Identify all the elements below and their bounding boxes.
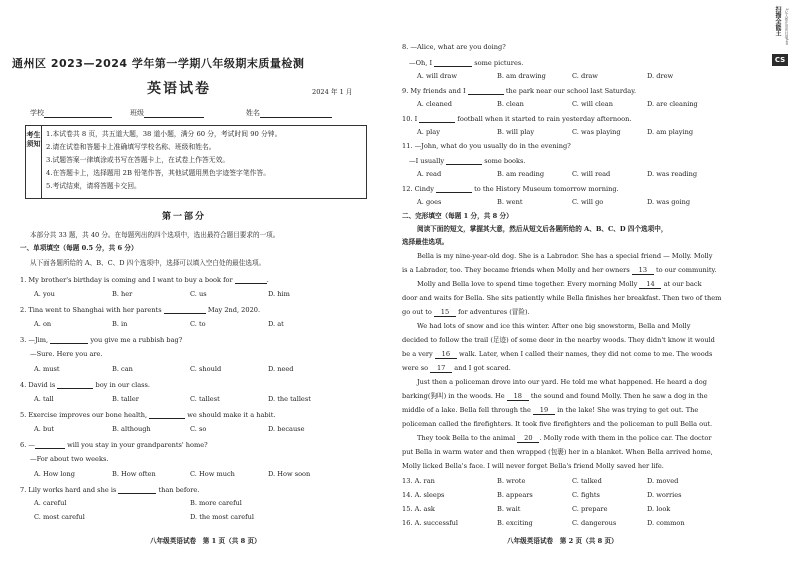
cloze-option: B. wait [497,505,521,513]
option: C. most careful [34,513,85,521]
cloze-option: D. look [647,505,671,513]
option: D. the most careful [190,513,254,521]
option: C. us [190,290,207,298]
school-blank [44,109,112,118]
option: C. draw [572,72,598,80]
section2-instruction-cont: 选择最佳选项。 [402,238,449,246]
option: A. How long [34,470,75,478]
cloze-option: C. prepare [572,505,608,513]
part-description: 本部分共 33 题，共 40 分。在每题列出的四个选项中，选出最符合题目要求的一项。 [30,231,280,239]
scanner-tagline: 3亿人都在用的扫描App [785,8,789,46]
name-field: 姓名 [246,109,332,118]
cloze-option: B. wrote [497,477,526,485]
notice-item: 5.考试结束，请将答题卡交回。 [46,182,141,190]
option: B. taller [112,395,139,403]
passage-line: put Bella in warm water and then wrapped (包裹) her in a blanket. When Bella arrived home, [402,448,713,456]
cloze-option: B. exciting [497,519,533,527]
question-11: 11. —John, what do you usually do in the evening? [402,142,571,150]
question-5: 5. Exercise improves our bone health, we should make it a habit. [20,411,276,419]
cloze-option: D. moved [647,477,679,485]
blank-13: 13 [632,266,654,275]
question-2: 2. Tina went to Shanghai with her parents May 2nd, 2020. [20,306,261,314]
option: D. are cleaning [647,100,698,108]
notice-item: 1.本试卷共 8 页，共五道大题，38 道小题，满分 60 分，考试时间 90 分钟。 [46,130,282,138]
passage-line: be a very 16 walk. Later, when I called their names, they did not come to me. The woods [402,350,713,358]
option: B. clean [497,100,524,108]
question-11-line2: —I usually some books. [409,157,526,165]
cloze-option: 14. A. sleeps [402,491,445,499]
option: A. tall [34,395,54,403]
option: D. drew [647,72,674,80]
option: A. cleaned [417,100,452,108]
notice-item: 3.试题答案一律填涂或书写在答题卡上，在试卷上作答无效。 [46,156,230,164]
cloze-option: C. fights [572,491,600,499]
class-blank [144,109,204,118]
scanner-watermark [772,6,790,86]
option: B. will play [497,128,535,136]
option: C. was playing [572,128,621,136]
option: A. but [34,425,55,433]
option: C. will clean [572,100,613,108]
cloze-option: C. talked [572,477,602,485]
question-6-line2: —For about two weeks. [30,455,109,463]
passage-line: They took Bella to the animal 20 . Molly rode with them in the police car. The doctor [417,434,712,442]
passage-line: middle of a lake. Bella fell through the 19 in the lake! She was trying to get out. The [402,406,699,414]
question-8: 8. —Alice, what are you doing? [402,43,506,51]
passage-line: Molly and Bella love to spend time together. Every morning Molly 14 at our back [417,280,702,288]
passage-line: decided to follow the trail (足迹) of some deer in the nearby woods. They didn't know it would [402,336,715,344]
part-title: 第一部分 [162,212,207,222]
section2-instruction: 阅读下面的短文，掌握其大意，然后从短文后各题所给的 A、B、C、D 四个选项中， [417,225,668,233]
page-footer: 八年级英语试卷 第 2 页（共 8 页） [507,537,618,545]
passage-line: barking(狗叫) in the woods. He 18 the sound and found Molly. Then he saw a dog in the [402,392,708,400]
question-9: 9. My friends and I the park near our school last Saturday. [402,87,637,95]
option: B. more careful [190,499,242,507]
question-10: 10. I football when it started to rain yesterday afternoon. [402,115,632,123]
school-field: 学校 [30,109,112,118]
passage-line: door and waits for Bella. She sits patiently while Bella finishes her breakfast. Then two of them [402,294,722,302]
option: A. will draw [417,72,457,80]
option: A. you [34,290,55,298]
option: C. to [190,320,206,328]
option: C. should [190,365,222,373]
name-blank [260,109,332,118]
passage-line: were so 17 and I got scared. [402,364,511,372]
option: B. although [112,425,151,433]
option: A. must [34,365,60,373]
scanner-brand: 扫描全能王 [774,6,781,36]
passage-line: policeman called the firefighters. It took five firefighters and the policeman to pull Bella out. [402,420,713,428]
section1-instruction: 从下面各题所给的 A、B、C、D 四个选项中，选择可以填入空白处的最佳选项。 [30,259,266,267]
exam-subtitle: 英语试卷 [147,81,211,97]
blank-19: 19 [533,406,555,415]
notice-item: 4.在答题卡上，选择题用 2B 铅笔作答，其他试题用黑色字迹签字笔作答。 [46,169,271,177]
option: D. How soon [268,470,311,478]
question-3: 3. —Jim, you give me a rubbish bag? [20,336,183,344]
blank-15: 15 [434,308,456,317]
option: C. will read [572,170,611,178]
option: B. went [497,198,523,206]
blank-14: 14 [639,280,661,289]
option: A. careful [34,499,67,507]
option: A. goes [417,198,442,206]
passage-line: Just then a policeman drove into our yard. He told me what happened. He heard a dog [417,378,707,386]
option: C. so [190,425,207,433]
page-footer: 八年级英语试卷 第 1 页（共 8 页） [150,537,261,545]
option: A. play [417,128,440,136]
option: B. can [112,365,133,373]
option: B. in [112,320,128,328]
exam-title: 通州区 2023—2024 学年第一学期八年级期末质量检测 [12,57,305,70]
option: C. How much [190,470,235,478]
blank-16: 16 [435,350,457,359]
option: B. am drawing [497,72,546,80]
option: C. tallest [190,395,220,403]
passage-line: is a Labrador, too. They became friends when Molly and her owners 13 to our community. [402,266,717,274]
cloze-option: C. dangerous [572,519,617,527]
option: D. am playing [647,128,694,136]
option: B. How often [112,470,156,478]
blank-18: 18 [507,392,529,401]
passage-line: Molly licked Bella's face. I will never forget Bella's friend Molly saved her life. [402,462,664,470]
candidate-notice-box [25,125,367,199]
option: B. am reading [497,170,545,178]
option: D. him [268,290,290,298]
scanner-logo: CS [772,54,788,66]
question-1: 1. My brother's birthday is coming and I want to buy a book for . [20,276,269,284]
option: A. read [417,170,442,178]
blank-20: 20 [517,434,539,443]
notice-item: 2.请在试卷和答题卡上准确填写学校名称、班级和姓名。 [46,143,216,151]
option: D. was going [647,198,691,206]
option: A. on [34,320,52,328]
notice-items [46,128,281,193]
cloze-option: 16. A. successful [402,519,459,527]
question-12: 12. Cindy to the History Museum tomorrow morning. [402,185,619,193]
cloze-option: D. common [647,519,685,527]
question-3-line2: —Sure. Here you are. [30,350,103,358]
option: D. need [268,365,294,373]
section1-title: 一、单项填空（每题 0.5 分，共 6 分） [20,244,138,252]
passage-line: We had lots of snow and ice this winter. After one big snowstorm, Bella and Molly [417,322,691,330]
class-field: 班级 [130,109,204,118]
option: D. was reading [647,170,698,178]
section2-title: 二、完形填空（每题 1 分，共 8 分） [402,212,513,220]
question-6: 6. — will you stay in your grandparents' home? [20,441,208,449]
passage-line: go out to 15 for adventures (冒险). [402,308,530,316]
blank-17: 17 [430,364,452,373]
option: D. because [268,425,305,433]
option: D. at [268,320,284,328]
cloze-option: 13. A. ran [402,477,435,485]
passage-line: Bella is my nine-year-old dog. She is a Labrador. She has a special friend — Molly. Molly [417,252,713,260]
cloze-option: 15. A. ask [402,505,435,513]
question-8-line2: —Oh, I some pictures. [409,59,524,67]
notice-label: 考生须知 [26,126,42,198]
cloze-option: D. worries [647,491,682,499]
exam-date: 2024 年 1 月 [312,88,353,96]
cloze-option: B. appears [497,491,533,499]
option: C. will go [572,198,604,206]
option: D. the tallest [268,395,311,403]
question-4: 4. David is boy in our class. [20,381,150,389]
question-7: 7. Lily works hard and she is than before. [20,486,200,494]
option: B. her [112,290,133,298]
